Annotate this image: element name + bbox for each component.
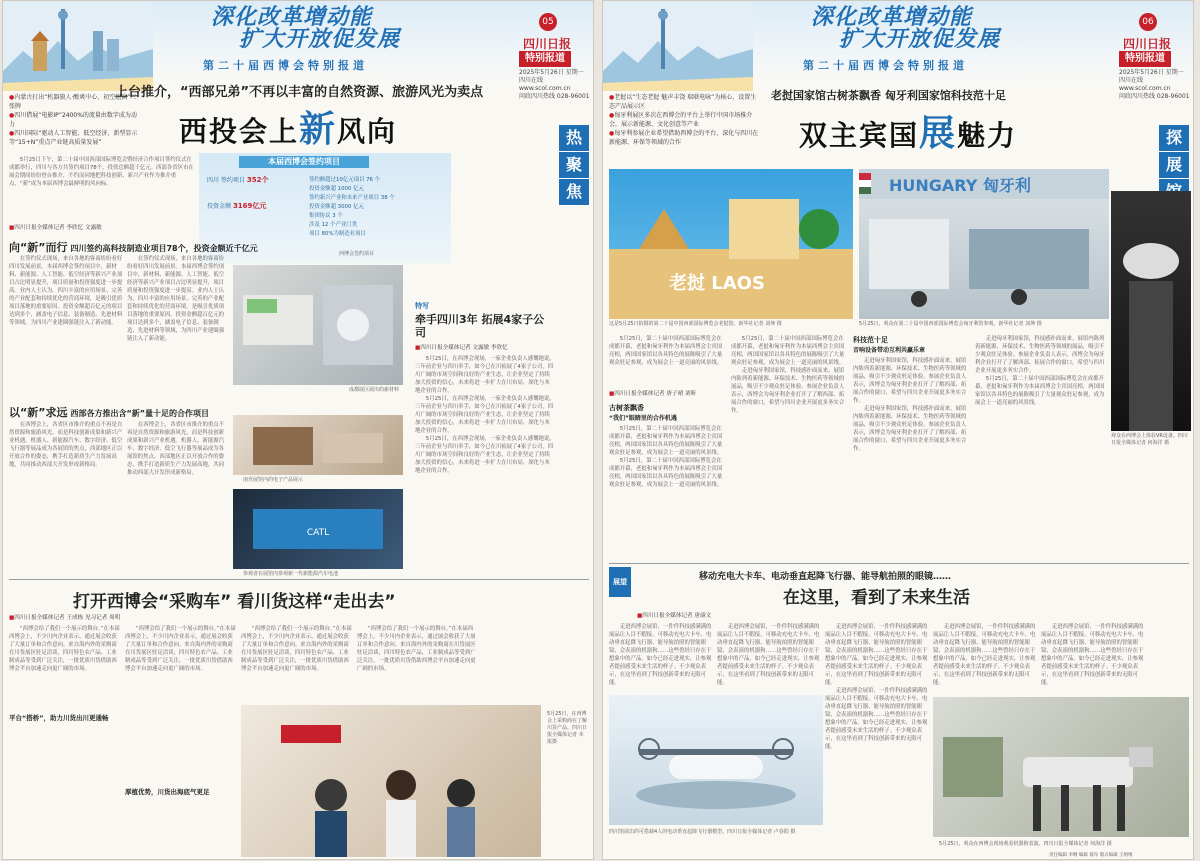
infographic-title: 本届西博会签约项目 <box>239 156 369 168</box>
divider <box>9 579 589 580</box>
newspaper-logo: 四川日报 <box>523 37 572 51</box>
section2-text-col1: 在西博会上，各省区市推介的重点不再是自然资源和旅游风光，而是科技创新成果和新兴产业机遇。机器人、新能源汽车、数字经济、低空飞行器等展品成为各展馆的焦点，西部地区正以开放合作的姿态，携手打造新质生产力发展高地，共同推动西部大开发形成新格局。 <box>9 422 123 468</box>
lower-subhead-2: 厚植优势，川货出海底气更足 <box>125 788 210 796</box>
lower-text-col1: 走进西博会展馆，一件件科技感满满的展品让人目不暇接。可移动充电大卡车、电动垂直起降飞行器、能导航拍照的智能眼镜、会表演的机器狗……这些曾经只存在于想象中的产品，如今已经走进现实，让参观者提前感受未来生活的样子。不少观众表示，在这里看到了科技创新带来的无限可能。 <box>609 624 712 686</box>
infographic-item: 签约额超过10亿元项目 76 个 <box>309 177 381 183</box>
page-number: 06 <box>1139 13 1157 31</box>
divider <box>609 563 1189 564</box>
kicker: 老挝国家馆古树茶飘香 匈牙利国家馆科技范十足 <box>771 89 1006 102</box>
lower-text-col3: 走进西博会展馆，一件件科技感满满的展品让人目不暇接。可移动充电大卡车、电动垂直起降飞行器、能导航拍照的智能眼镜、会表演的机器狗……这些曾经只存在于想象中的产品，如今已经走进现实，让参观者提前感受未来生活的样子。不少观众表示，在这里看到了科技创新带来的无限可能。 走进西博会展馆，一件件科技感满满的展品让人目不暇接。可移动充电大卡车、电动垂直起降飞行器、能导航拍照的智能眼镜、会表演的机器狗……这些曾经只存在于想象中的产品，如今已经走进现实，让参观者提前感受未来生活的样子。不少观众表示，在这里看到了科技创新带来的无限可能。 <box>825 624 928 750</box>
lower-text-col2: 走进西博会展馆，一件件科技感满满的展品让人目不暇接。可移动充电大卡车、电动垂直起降飞行器、能导航拍照的智能眼镜、会表演的机器狗……这些曾经只存在于想象中的产品，如今已经走进现实，让参观者提前感受未来生活的样子。不少观众表示，在这里看到了科技创新带来的无限可能。 <box>717 624 820 686</box>
date-block: 2025年5月26日 星期一 四川在线 www.scol.com.cn 问政四川热线 028-96001 <box>1119 69 1190 100</box>
section1-text-col1: 在签约仪式现场，来自各地的客商纷纷看好四川发展前景。本届西博会签约项目中，新材料、新能源、人工智能、低空经济等新兴产业项目占比明显提升，项目质量和投资强度进一步提高。业内人士认为，四川丰富的应用场景、完善的产业配套和持续优化的营商环境，是吸引优质项目落地的重要原因。投资金额超百亿元的项目达到多个，涵盖电子信息、装备制造、先进材料等领域，为四川产业建圈强链注入了新动能。 <box>9 256 123 326</box>
photo-electronics-caption: 南充展馆内的电子产品展示 <box>243 477 304 483</box>
col2-text: 5月25日，第二十届中国西部国际博览会在成都开幕，老挝和匈牙利作为本届西博会主宾国亮相，两国国家馆以各具特色的展陈吸引了大量观众驻足参观，成为展会上一道亮丽的风景线。 走进匈牙利国家馆，科技感扑面而来。展馆内陈列着新能源、环保技术、生物医药等领域的展品，吸引不少观众驻足体验。参展企业负责人表示，西博会为匈牙利企业打开了了解西部、拓展合作的窗口，希望与四川企业开展更多务实合作。 <box>731 336 845 414</box>
left-page <box>2 0 594 860</box>
photo-vr-headset <box>1111 191 1191 431</box>
section-tab: 探 展 <box>1159 125 1189 206</box>
photo-new-materials <box>233 265 403 385</box>
section-tab: 热 聚 焦 <box>559 125 589 206</box>
col1-lead: 5月25日，第二十届中国西部国际博览会在成都开幕，老挝和匈牙利作为本届西博会主宾国亮相，两国国家馆以各具特色的展陈吸引了大量观众驻足参观，成为展会上一道亮丽的风景线。 <box>609 336 723 366</box>
infographic-item: 涉及 12 个产业门类 <box>309 222 358 228</box>
lower-text-col4: 走进西博会展馆，一件件科技感满满的展品让人目不暇接。可移动充电大卡车、电动垂直起降飞行器、能导航拍照的智能眼镜、会表演的机器狗……这些曾经只存在于想象中的产品，如今已经走进现实，让参观者提前感受未来生活的样子。不少观众表示，在这里看到了科技创新带来的无限可能。 <box>933 624 1036 686</box>
lower-text-col3: “西博会给了我们一个展示的舞台。”在本届西博会上，不少川内企业表示，通过展会收获了大量订单和合作意向。来自海内外的采购商在川货展区驻足洽谈，四川特色农产品、工业制成品等受到广泛关注，一批优质川货借助西博会平台加速走向更广阔的市场。 <box>241 626 352 672</box>
sidebar-tag: 特写 <box>415 302 429 310</box>
headline: 双主宾国展魅力 <box>799 112 1018 154</box>
hungary-sign: HUNGARY 匈牙利 <box>889 176 1031 195</box>
col3-text: 走进匈牙利国家馆，科技感扑面而来。展馆内陈列着新能源、环保技术、生物医药等领域的展品，吸引不少观众驻足体验。参展企业负责人表示，西博会为匈牙利企业打开了了解西部、拓展合作的窗口，希望与四川企业开展更多务实合作。 走进匈牙利国家馆，科技感扑面而来。展馆内陈列着新能源、环保技术、生物医药等领域的展品，吸引不少观众驻足体验。参展企业负责人表示，西博会为匈牙利企业打开了了解西部、拓展合作的窗口，希望与四川企业开展更多务实合作。 <box>853 358 967 452</box>
slogan: 深化改革增动能 扩大开放促发展 <box>811 5 1001 52</box>
edition-subtitle: 第二十届西博会特别报道 <box>803 59 968 72</box>
lower-text-col4: “西博会给了我们一个展示的舞台。”在本届西博会上，不少川内企业表示，通过展会收获了大量订单和合作意向。来自海内外的采购商在川货展区驻足洽谈，四川特色农产品、工业制成品等受到广泛关注，一批优质川货借助西博会平台加速走向更广阔的市场。 <box>357 626 476 672</box>
col1-byline: ■ 四川日报全媒体记者 唐子晴 刘昕 <box>609 389 696 397</box>
section1-title: 向“新”而行 四川签约高科技制造业项目78个，投资金额近千亿元 <box>9 241 258 254</box>
photo-laos-caption: 这是5月25日拍摄的第二十届中国西部国际博览会老挝馆。新华社记者 刘坤 摄 <box>609 321 782 327</box>
section2-text-col2: 在西博会上，各省区市推介的重点不再是自然资源和旅游风光，而是科技创新成果和新兴产业机遇。机器人、新能源汽车、数字经济、低空飞行器等展品成为各展馆的焦点，西部地区正以开放合作的姿态，携手打造新质生产力发展高地，共同推动西部大开发形成新格局。 <box>127 422 225 476</box>
photo-vr-caption: 观众在西博会上体验VR设备。四川日报全媒体记者 何海洋 摄 <box>1111 433 1188 446</box>
summary-bullets: ● 内蒙古打出“机器狼人·酸爽中心、初空组演”三张牌 ● 四川借展“电影IP”2400%的流量由数字成为动力 ● 四川国际“驱动人工智能，低空经济、新型显示等“15+N”重点产业链高质量发展” <box>9 93 139 147</box>
special-report-badge: 特别报道 <box>1119 51 1171 67</box>
infographic-item: 签约新兴产业和未来产业项目 38 个 <box>309 195 395 201</box>
headline: 西投会上新风向 <box>179 108 398 150</box>
infographic-item: 集团协议 3 个 <box>309 213 343 219</box>
skyline-illustration <box>3 1 153 91</box>
photo-electronics-booth <box>233 415 403 475</box>
page-footer: 责任编辑 李纲 编辑 郁岑 版式编辑 王纳维 <box>1049 853 1133 858</box>
lead-byline: ■ 四川日报全媒体记者 李欣忆 文露敏 <box>9 223 102 231</box>
infographic-stat-projects: 四川 签约项目 352个 <box>207 176 269 184</box>
photo-robot-dog <box>933 697 1189 837</box>
col3-subhead: 科技范十足 <box>853 336 888 344</box>
skyline-illustration <box>603 1 753 91</box>
lower-headline: 打开西博会“采购车” 看川货这样“走出去” <box>73 592 396 612</box>
photo-procurement-caption: 5月25日，在西博会上采购商在了解川货产品。四川日报全媒体记者 本报摄 <box>547 711 588 745</box>
lower-text-col2: “西博会给了我们一个展示的舞台。”在本届西博会上，不少川内企业表示，通过展会收获了大量订单和合作意向。来自海内外的采购商在川货展区驻足洽谈，四川特色农产品、工业制成品等受到广泛关注，一批优质川货借助西博会平台加速走向更广阔的市场。 <box>125 626 236 672</box>
photo-hungary-pavilion <box>859 169 1109 319</box>
infographic-stat-investment: 投资金额 3169亿元 <box>207 202 267 210</box>
col1-text: 5月25日，第二十届中国西部国际博览会在成都开幕，老挝和匈牙利作为本届西博会主宾国亮相，两国国家馆以各具特色的展陈吸引了大量观众驻足参观，成为展会上一道亮丽的风景线。 5月25日，第二十届中国西部国际博览会在成都开幕，老挝和匈牙利作为本届西博会主宾国亮相，两国国家馆以各具特色的展陈吸引了大量观众驻足参观，成为展会上一道亮丽的风景线。 <box>609 426 723 488</box>
newspaper-logo: 四川日报 <box>1123 37 1172 51</box>
section2-title: 以“新”求远 西部各方推出含“新”量十足的合作项目 <box>9 406 209 419</box>
sidebar-title: 牵手四川3年 拓展4家子公司 <box>415 313 545 339</box>
photo-ev-battery-caption: 参观者在展馆内参观新一代新能源汽车电池 <box>243 571 339 577</box>
infographic-item: 投资金额超 3000 亿元 <box>309 204 364 210</box>
photo-hungary-caption: 5月25日，观众在第二十届中国西部国际博览会匈牙利馆参观。新华社记者 刘坤 摄 <box>859 321 1042 327</box>
photo-new-materials-caption: 成都展区展出的新材料 <box>349 387 400 393</box>
kicker: 上台推介，“西部兄弟”不再以丰富的自然资源、旅游风光为卖点 <box>115 85 484 100</box>
infographic-caption: 西博会签约项目 <box>339 251 375 257</box>
photo-robot-dog-caption: 5月25日，观众在西博会现场观看机器狗表演。四川日报全媒体记者 何海洋 摄 <box>939 841 1112 847</box>
lead-paragraph: 5月25日下午，第二十届中国西部国际博览会暨经济合作项目签约仪式在成都举行，四川与各方共签约项目78个，投资总额超千亿元。西部各省区市在展会期间纷纷登台推介，不约而同地把科技创新、新兴产业作为推介重点，“新”成为本届西博会最鲜明的风向标。 <box>9 157 194 187</box>
right-page <box>602 0 1194 860</box>
section-badge: 展望 <box>609 567 631 597</box>
summary-bullets: ● 老挝以“生态老挝 魅声丰饶 瑞联电咏”为核心，设置生态产品展示区 ● 匈牙利展区多次在西博会的平台上举行中国市场推介会，展示新能源、文化创意等产业 ● 匈牙利参展企业希望借助西博会的平台，深化与四川在新能源、环保等领域的合作 <box>609 93 759 147</box>
edition-subtitle: 第二十届西博会特别报道 <box>203 59 368 72</box>
col4-text: 走进匈牙利国家馆，科技感扑面而来。展馆内陈列着新能源、环保技术、生物医药等领域的展品，吸引不少观众驻足体验。参展企业负责人表示，西博会为匈牙利企业打开了了解西部、拓展合作的窗口，希望与四川企业开展更多务实合作。 5月25日，第二十届中国西部国际博览会在成都开幕，老挝和匈牙利作为本届西博会主宾国亮相，两国国家馆以各具特色的展陈吸引了大量观众驻足参观，成为展会上一道亮丽的风景线。 <box>975 336 1105 406</box>
photo-ev-battery <box>233 489 403 569</box>
page-number: 05 <box>539 13 557 31</box>
sidebar-byline: ■ 四川日报全媒体记者 文露敏 李欣忆 <box>415 343 508 351</box>
col1-subhead-2: “我们”眼睛里的合作机遇 <box>609 415 677 422</box>
laos-sign: 老挝 LAOS <box>669 273 765 294</box>
sidebar-text: 5月25日，在西博会现场，一家企业负责人感慨地说，三年前企业与四川牵手，如今已在川拓展了4家子公司。四川广阔的市场空间和良好的产业生态，让企业坚定了持续加大投资的信心，未来将进一步扩大在川布局，深化与本地企业的合作。 5月25日，在西博会现场，一家企业负责人感慨地说，三年前企业与四川牵手，如今已在川拓展了4家子公司。四川广阔的市场空间和良好的产业生态，让企业坚定了持续加大投资的信心，未来将进一步扩大在川布局，深化与本地企业的合作。 5月25日，在西博会现场，一家企业负责人感慨地说，三年前企业与四川牵手，如今已在川拓展了4家子公司。四川广阔的市场空间和良好的产业生态，让企业坚定了持续加大投资的信心，未来将进一步扩大在川布局，深化与本地企业的合作。 <box>415 356 555 474</box>
section1-text-col2: 在签约仪式现场，来自各地的客商纷纷看好四川发展前景。本届西博会签约项目中，新材料、新能源、人工智能、低空经济等新兴产业项目占比明显提升，项目质量和投资强度进一步提高。业内人士认为，四川丰富的应用场景、完善的产业配套和持续优化的营商环境，是吸引优质项目落地的重要原因。投资金额超百亿元的项目达到多个，涵盖电子信息、装备制造、先进材料等领域，为四川产业建圈强链注入了新动能。 <box>127 256 225 342</box>
special-report-badge: 特别报道 <box>519 51 571 67</box>
col3-subhead-2: 音响设备带动互利共赢乐章 <box>853 347 926 354</box>
svg-text:CATL: CATL <box>306 528 330 538</box>
lower-text-col5: 走进西博会展馆，一件件科技感满满的展品让人目不暇接。可移动充电大卡车、电动垂直起降飞行器、能导航拍照的智能眼镜、会表演的机器狗……这些曾经只存在于想象中的产品，如今已经走进现实，让参观者提前感受未来生活的样子。不少观众表示，在这里看到了科技创新带来的无限可能。 <box>1041 624 1144 686</box>
date-block: 2025年5月26日 星期一 四川在线 www.scol.com.cn 问政四川热线 028-96001 <box>519 69 590 100</box>
col1-subhead: 古树茶飘香 <box>609 404 644 412</box>
lower-subhead-1: 平台“搭桥”，助力川货出川更通畅 <box>9 714 109 722</box>
lower-byline: ■ 四川日报全媒体记者 王成栋 见习记者 周明 <box>9 613 120 621</box>
lower-headline: 在这里，看到了未来生活 <box>783 588 970 608</box>
lower-text-col1: “西博会给了我们一个展示的舞台。”在本届西博会上，不少川内企业表示，通过展会收获了大量订单和合作意向。来自海内外的采购商在川货展区驻足洽谈，四川特色农产品、工业制成品等受到广泛关注，一批优质川货借助西博会平台加速走向更广阔的市场。 <box>9 626 120 672</box>
photo-evtol-caption: 四川馆展出的可搭载4人的电动垂直起降飞行器模型。四川日报全媒体记者 卢春阳 摄 <box>609 829 796 835</box>
photo-evtol-model <box>609 695 823 825</box>
slogan: 深化改革增动能 扩大开放促发展 <box>211 5 401 52</box>
photo-procurement <box>241 705 541 857</box>
infographic-item: 项目 80%为制造业项目 <box>309 231 366 237</box>
infographic-item: 投资金额超 1000 亿元 <box>309 186 364 192</box>
lower-kicker: 移动充电大卡车、电动垂直起降飞行器、能导航拍照的眼镜…… <box>699 572 952 582</box>
lower-byline: ■ 四川日报全媒体记者 唐康文 <box>637 611 711 619</box>
photo-laos-pavilion <box>609 169 853 319</box>
